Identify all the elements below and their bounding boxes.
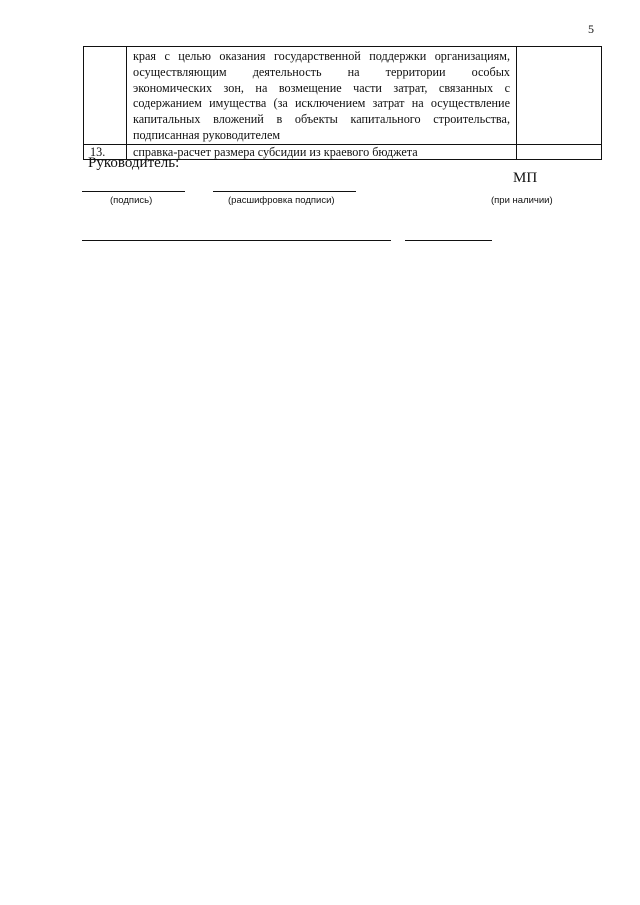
- documents-table: [83, 46, 602, 160]
- row-description: [127, 47, 517, 145]
- description-line: подписанная руководителем: [133, 127, 281, 142]
- signature-line: [82, 191, 185, 192]
- description-line: экономических зон, на возмещение части затрат, связанных с: [133, 80, 510, 95]
- page-number: 5: [588, 22, 594, 36]
- blank-line: [82, 240, 391, 241]
- description-line: капитальных вложений в объекты капитального строительства,: [133, 112, 510, 127]
- row-description: справка-расчет размера субсидии из краевого бюджета: [127, 144, 517, 159]
- table-row: [84, 47, 602, 145]
- head-label: Руководитель:: [88, 155, 180, 171]
- stamp-caption: (при наличии): [491, 195, 553, 206]
- description-line: осуществляющим деятельность на территории особых: [133, 64, 510, 79]
- row-number: 13.: [84, 144, 127, 159]
- decoding-caption: (расшифровка подписи): [228, 195, 335, 206]
- description-line: содержанием имущества (за исключением затрат на осуществление: [133, 96, 510, 111]
- description-line: края с целью оказания государственной поддержки организациям,: [133, 49, 510, 63]
- stamp-label: МП: [513, 170, 538, 186]
- row-extra-cell: [517, 144, 602, 159]
- date-line: [405, 240, 492, 241]
- decoding-line: [213, 191, 356, 192]
- row-extra-cell: [517, 47, 602, 145]
- signature-caption: (подпись): [110, 195, 153, 206]
- row-number: [84, 47, 127, 145]
